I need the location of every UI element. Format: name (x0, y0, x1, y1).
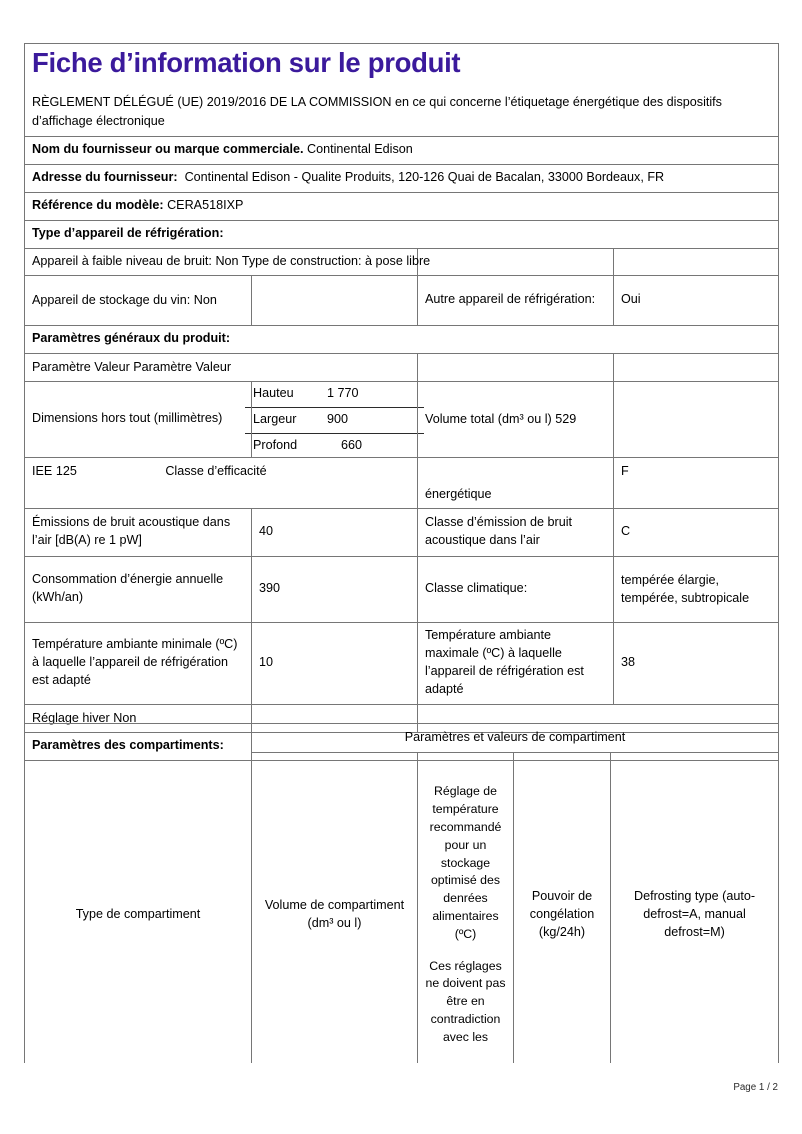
noise-emission-label: Émissions de bruit acoustique dans l’air [dB(A) re 1 pW] (25, 509, 252, 557)
max-temp-value: 38 (614, 623, 779, 705)
general-header-row (25, 354, 779, 382)
iee-value: 125 (55, 464, 77, 479)
energy-label: Consommation d’énergie annuelle (kWh/an) (25, 557, 252, 623)
energy-value: 390 (252, 557, 418, 623)
general-section-row (25, 326, 779, 354)
max-temp-label: Température ambiante maximale (ºC) à laquelle l’appareil de réfrigération est adapté (418, 623, 614, 705)
dimension-row (245, 407, 424, 433)
winter-setting-value: Non (113, 710, 137, 725)
low-noise-label: Appareil à faible niveau de bruit: (32, 254, 212, 269)
dimension-label-height: Hauteu (245, 382, 319, 407)
product-details-table (24, 43, 779, 761)
low-noise-value: Non (215, 254, 239, 269)
construction-value: à pose libre (365, 254, 431, 269)
general-header-text: Paramètre Valeur Paramètre Valeur (32, 359, 232, 374)
model-reference-label: Référence du modèle: (32, 197, 164, 212)
supplier-name-value: Continental Edison (307, 142, 413, 157)
dimension-label-width: Largeur (245, 407, 319, 433)
other-appliance-label: Autre appareil de réfrigération: (418, 276, 614, 326)
dimension-value-height: 1 770 (319, 382, 424, 407)
subtitle-row (25, 83, 779, 136)
supplier-name-row (25, 137, 779, 165)
min-temp-value: 10 (252, 623, 418, 705)
column-header-defrost: Defrosting type (auto-defrost=A, manual defrost=M) (611, 753, 779, 1064)
total-volume-label: Volume total (dm³ ou l) (425, 411, 552, 426)
column-header-freezing: Pouvoir de congélation (kg/24h) (514, 753, 611, 1064)
model-reference-row (25, 192, 779, 220)
noise-emission-value: 40 (252, 509, 418, 557)
column-header-type: Type de compartiment (25, 753, 252, 1064)
compartment-group-header: Paramètres et valeurs de compartiment (252, 724, 779, 753)
dimension-value-depth: 660 (319, 433, 424, 458)
iee-row (25, 458, 779, 509)
energy-consumption-row (25, 557, 779, 623)
column-header-temp-setting-note: Ces réglages ne doivent pas être en contradiction avec les (425, 958, 506, 1044)
dimension-row (245, 382, 424, 407)
compartment-column-header-row (25, 753, 779, 1064)
general-section-label: Paramètres généraux du produit: (32, 331, 231, 346)
column-header-temp-setting: Réglage de température recommandé pour un stockage optimisé des denrées alimentaires (ºC) (429, 784, 502, 941)
efficiency-class-label: Classe d’efficacité (165, 464, 267, 479)
dimensions-subtable (245, 382, 424, 459)
compartments-section-label: Paramètres des compartiments: (32, 738, 224, 753)
compartment-group-header-row (25, 724, 779, 753)
supplier-address-value: Continental Edison - Qualite Produits, 120-126 Quai de Bacalan, 33000 Bordeaux, FR (184, 169, 665, 184)
dimension-value-width: 900 (319, 407, 424, 433)
wine-storage-row (25, 276, 779, 326)
ambient-temperature-row (25, 623, 779, 705)
other-appliance-value: Oui (614, 276, 779, 326)
dimensions-row (25, 382, 779, 458)
header-spacer (422, 944, 509, 958)
wine-storage-value: Non (193, 292, 217, 307)
dimension-label-depth: Profond (245, 433, 319, 458)
total-volume-value: 529 (555, 411, 577, 426)
dimensions-label: Dimensions hors tout (millimètres) (25, 382, 252, 458)
noise-class-value: C (614, 509, 779, 557)
column-header-volume: Volume de compartiment (dm³ ou l) (252, 753, 418, 1064)
appliance-type-section-label: Type d’appareil de réfrigération: (32, 225, 224, 240)
page-title: Fiche d’information sur le produit (32, 47, 461, 78)
regulation-subtitle: RÈGLEMENT DÉLÉGUÉ (UE) 2019/2016 DE LA COMMISSION en ce qui concerne l’étiquetage énergétique des dispositifs d’affichage électronique (32, 95, 722, 129)
wine-storage-label: Appareil de stockage du vin: (32, 292, 191, 307)
noise-class-label: Classe d’émission de bruit acoustique dans l’air (418, 509, 614, 557)
efficiency-class-value: F (614, 458, 779, 509)
efficiency-class-label-cont: énergétique (418, 458, 614, 509)
supplier-address-label: Adresse du fournisseur: (32, 169, 178, 184)
supplier-address-row (25, 164, 779, 192)
noise-emission-row (25, 509, 779, 557)
climate-class-label: Classe climatique: (418, 557, 614, 623)
dimension-row (245, 433, 424, 458)
iee-label: IEE (32, 464, 53, 479)
page-footer: Page 1 / 2 (733, 1082, 778, 1093)
low-noise-row (25, 248, 779, 276)
compartment-parameters-table (24, 723, 779, 1063)
supplier-name-label: Nom du fournisseur ou marque commerciale. (32, 142, 304, 157)
title-row (25, 44, 779, 84)
winter-setting-label: Réglage hiver (32, 710, 110, 725)
climate-class-value: tempérée élargie, tempérée, subtropicale (614, 557, 779, 623)
appliance-type-section-row (25, 220, 779, 248)
min-temp-label: Température ambiante minimale (ºC) à laquelle l’appareil de réfrigération est adapté (25, 623, 252, 705)
model-reference-value: CERA518IXP (167, 197, 244, 212)
construction-label: Type de construction: (241, 254, 362, 269)
